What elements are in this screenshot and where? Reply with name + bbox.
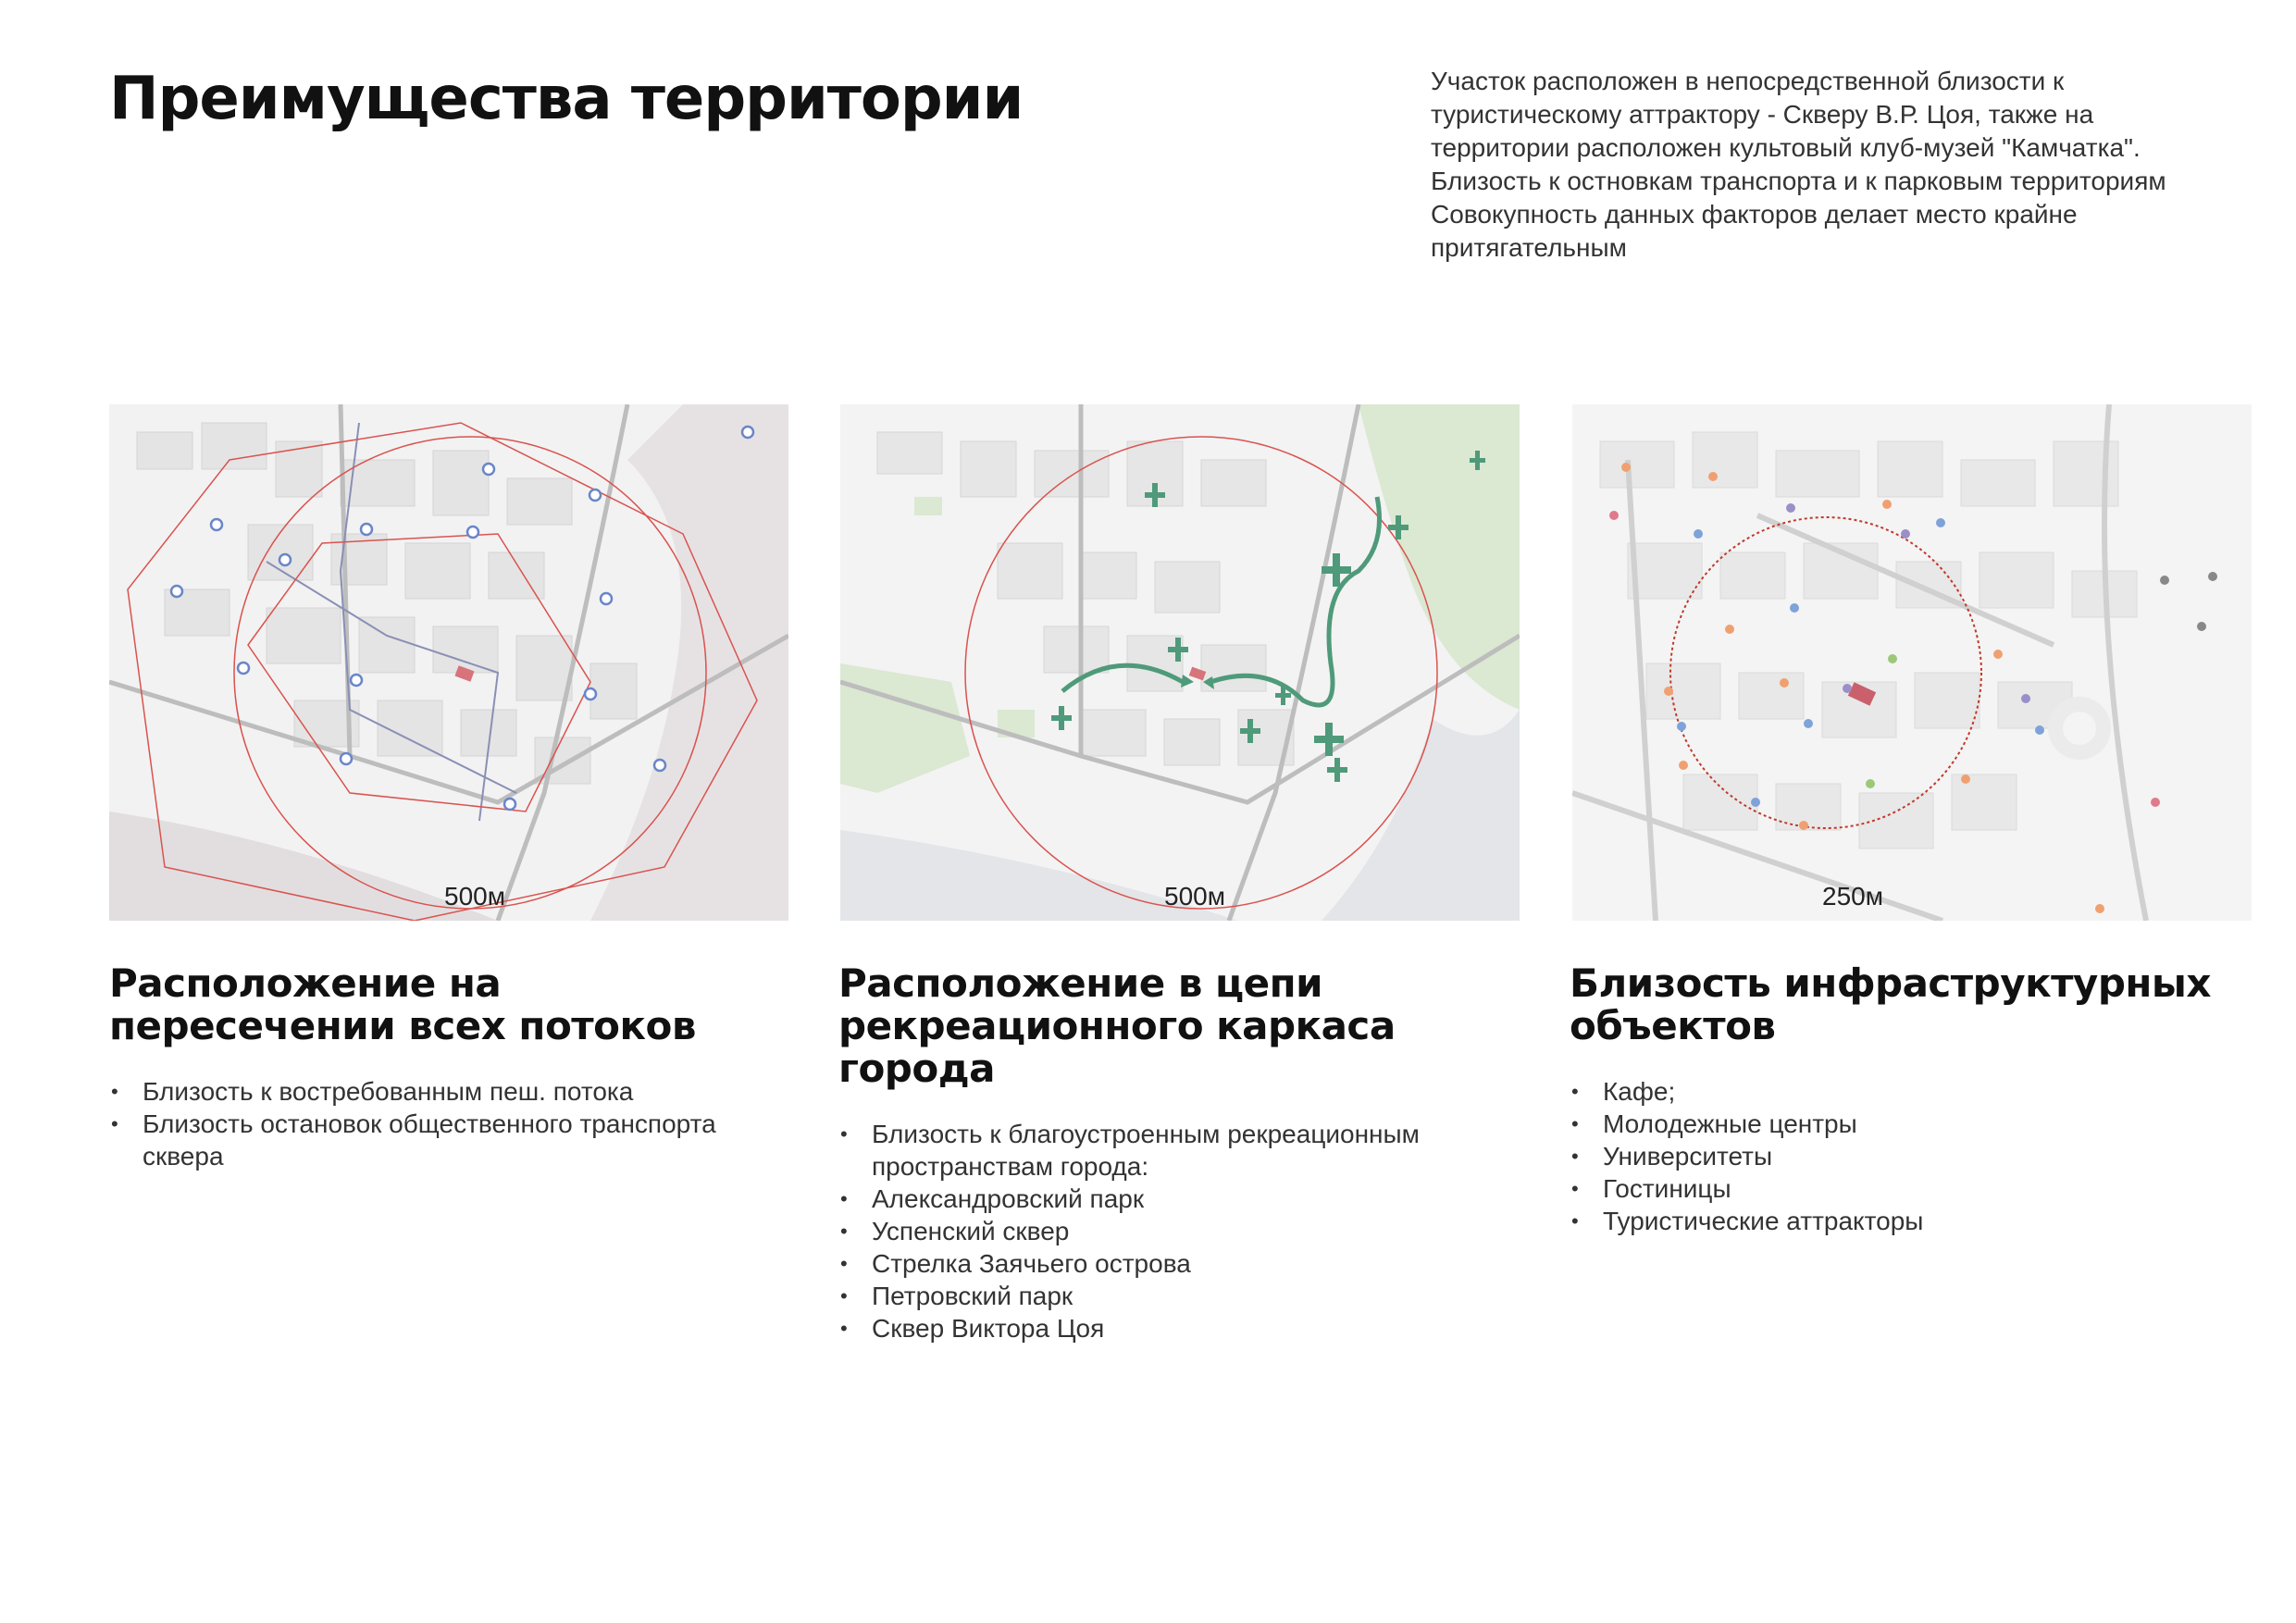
list-item [838, 1183, 1420, 1215]
column-heading-flows [109, 962, 696, 1047]
scale-label: 500м [1164, 882, 1225, 911]
list-item [838, 1247, 1420, 1280]
list-item-text: • Успенский сквер [872, 1217, 1070, 1245]
list-item-text: • Стрелка Заячьего острова [872, 1249, 1191, 1278]
list-item-text: • Кафе; [1603, 1077, 1676, 1106]
list-item [838, 1280, 1420, 1312]
page-title: Преимущества территории [109, 65, 1024, 133]
map-flows [109, 404, 788, 921]
column-heading-recreation [838, 962, 1396, 1090]
map-infrastructure [1572, 404, 2252, 921]
list-item-text: • Близость к благоустроенным рекреационным [872, 1120, 1420, 1148]
list-item [1570, 1172, 1923, 1205]
column-heading-infrastructure [1570, 962, 2211, 1047]
list-item [1570, 1205, 1923, 1237]
intro-text [1431, 65, 2245, 265]
map-infrastructure-graphic [1572, 404, 2252, 921]
intro-line: территории расположен культовый клуб-музей "Камчатка". [1431, 133, 2141, 162]
list-item-text: • Близость остановок общественного транспорта [143, 1109, 716, 1138]
heading-line: Расположение в цепи [838, 960, 1323, 1006]
heading-line: города [838, 1046, 995, 1091]
map-recreation [840, 404, 1520, 921]
list-item [838, 1215, 1420, 1247]
intro-line: притягательным [1431, 233, 1627, 262]
list-item [109, 1108, 716, 1172]
bullet-list-flows [109, 1075, 716, 1172]
list-item-text: сквера [143, 1142, 224, 1171]
heading-line: объектов [1570, 1003, 1776, 1048]
list-item-text: пространствам города: [872, 1152, 1149, 1181]
list-item-text: • Сквер Виктора Цоя [872, 1314, 1105, 1343]
list-item [1570, 1140, 1923, 1172]
list-item-text: • Туристические аттракторы [1603, 1207, 1924, 1235]
intro-line: Близость к остновкам транспорта и к парковым территориям [1431, 167, 2166, 195]
map-recreation-graphic [840, 404, 1520, 921]
intro-line: Участок расположен в непосредственной близости к [1431, 67, 2065, 95]
list-item [838, 1312, 1420, 1344]
scale-label: 500м [444, 882, 505, 911]
list-item-text: • Гостиницы [1603, 1174, 1731, 1203]
list-item-text: • Близость к востребованным пеш. потока [143, 1077, 634, 1106]
list-item-text: • Петровский парк [872, 1282, 1074, 1310]
list-item-text: • Молодежные центры [1603, 1109, 1857, 1138]
heading-line: Близость инфраструктурных [1570, 960, 2211, 1006]
bullet-list-infrastructure [1570, 1075, 1923, 1237]
list-item [1570, 1075, 1923, 1108]
list-item-text: • Университеты [1603, 1142, 1773, 1171]
list-item [1570, 1108, 1923, 1140]
list-item-text: • Александровский парк [872, 1184, 1145, 1213]
heading-line: рекреационного каркаса [838, 1003, 1396, 1048]
intro-line: Совокупность данных факторов делает место крайне [1431, 200, 2078, 229]
heading-line: пересечении всех потоков [109, 1003, 696, 1048]
heading-line: Расположение на [109, 960, 502, 1006]
intro-line: туристическому аттрактору - Скверу В.Р. Цоя, также на [1431, 100, 2094, 129]
list-item [109, 1075, 716, 1108]
bullet-list-recreation [838, 1118, 1420, 1344]
list-item [838, 1118, 1420, 1183]
map-flows-graphic [109, 404, 788, 921]
scale-label: 250м [1822, 882, 1883, 911]
